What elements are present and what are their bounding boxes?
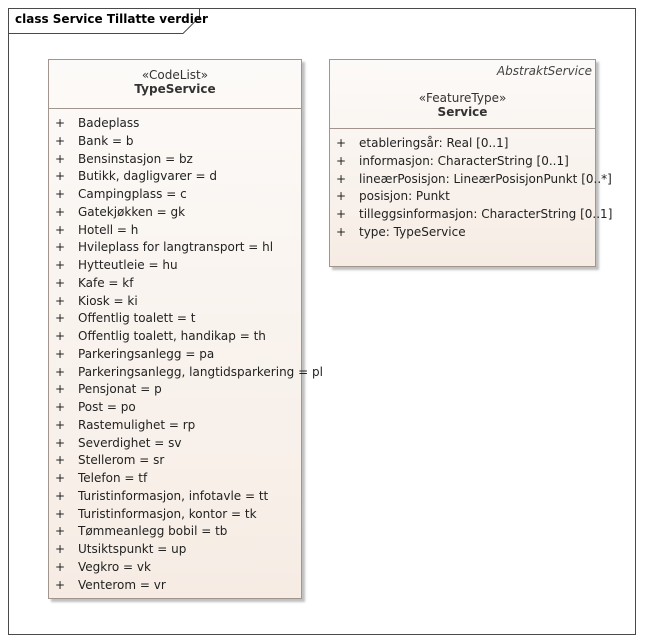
list-item[interactable]	[49, 222, 301, 240]
item-text: Tømmeanlegg bobil = tb	[78, 524, 228, 539]
list-item[interactable]	[49, 452, 301, 470]
visibility-marker: +	[55, 240, 66, 255]
list-item[interactable]	[49, 541, 301, 559]
visibility-marker: +	[55, 311, 66, 326]
class-name: TypeService	[134, 82, 216, 96]
visibility-marker: +	[336, 224, 347, 239]
visibility-marker: +	[336, 207, 347, 221]
item-text: Rastemulighet = rp	[78, 417, 196, 432]
item-text: Bensinstasjon = bz	[78, 151, 193, 166]
item-text: Hytteutleie = hu	[78, 258, 178, 272]
visibility-marker: +	[55, 116, 66, 130]
visibility-marker: +	[55, 187, 66, 201]
visibility-marker: +	[55, 488, 66, 503]
item-text: Hvileplass for langtransport = hl	[78, 240, 274, 255]
item-text: Post = po	[78, 400, 136, 414]
item-text: Badeplass	[78, 116, 140, 130]
list-item[interactable]	[330, 224, 595, 242]
visibility-marker: +	[55, 453, 66, 468]
list-item[interactable]	[49, 506, 301, 524]
visibility-marker: +	[55, 524, 66, 539]
item-text: type: TypeService	[359, 224, 466, 239]
visibility-marker: +	[55, 204, 66, 219]
visibility-marker: +	[55, 577, 66, 592]
attributes-list	[330, 129, 613, 242]
list-item[interactable]	[49, 488, 301, 506]
item-text: Gatekjøkken = gk	[78, 204, 186, 219]
list-item[interactable]	[49, 133, 301, 151]
list-item[interactable]	[330, 171, 612, 189]
item-text: Kiosk = ki	[78, 293, 138, 308]
visibility-marker: +	[55, 435, 66, 450]
item-text: tilleggsinformasjon: CharacterString [0..1]	[359, 207, 613, 221]
item-text: Parkeringsanlegg, langtidsparkering = pl	[78, 364, 323, 379]
list-item[interactable]	[49, 293, 301, 311]
list-item[interactable]	[49, 115, 301, 133]
visibility-marker: +	[336, 153, 347, 168]
item-text: Utsiktspunkt = up	[78, 542, 187, 556]
item-text: Campingplass = c	[78, 187, 187, 201]
list-item[interactable]	[49, 577, 301, 595]
item-text: Vegkro = vk	[78, 559, 151, 574]
list-item[interactable]	[49, 204, 301, 222]
item-text: Butikk, dagligvarer = d	[78, 169, 218, 184]
visibility-marker: +	[55, 258, 66, 272]
class-stereotype: «FeatureType»	[418, 91, 507, 105]
item-text: Offentlig toalett = t	[78, 311, 196, 326]
item-text: posisjon: Punkt	[359, 189, 450, 204]
visibility-marker: +	[55, 133, 66, 148]
item-text: Severdighet = sv	[78, 435, 182, 450]
item-text: Bank = b	[78, 133, 134, 148]
list-item[interactable]	[49, 328, 301, 346]
visibility-marker: +	[55, 329, 66, 343]
item-text: Telefon = tf	[78, 471, 148, 485]
visibility-marker: +	[55, 542, 66, 556]
list-item[interactable]	[49, 186, 301, 204]
frame-title-tab	[9, 9, 208, 34]
list-item[interactable]	[49, 275, 301, 293]
list-item[interactable]	[330, 188, 595, 206]
class-name: Service	[437, 105, 488, 119]
list-item[interactable]	[49, 257, 301, 275]
item-text: Parkeringsanlegg = pa	[78, 346, 215, 361]
item-text: Turistinformasjon, kontor = tk	[78, 506, 257, 521]
list-item[interactable]	[49, 559, 301, 577]
code-values-list	[49, 109, 323, 594]
visibility-marker: +	[55, 222, 66, 237]
class-header	[330, 60, 595, 129]
visibility-marker: +	[55, 293, 66, 308]
list-item[interactable]	[49, 346, 301, 364]
list-item[interactable]	[330, 135, 595, 153]
list-item[interactable]	[49, 381, 301, 399]
class-typeservice[interactable]	[48, 59, 323, 599]
item-text: Kafe = kf	[78, 275, 134, 290]
diagram-title: class Service Tillatte verdier	[15, 12, 208, 26]
visibility-marker: +	[55, 417, 66, 432]
list-item[interactable]	[49, 239, 301, 257]
list-item[interactable]	[330, 153, 595, 171]
visibility-marker: +	[55, 275, 66, 290]
item-text: informasjon: CharacterString [0..1]	[359, 153, 569, 168]
visibility-marker: +	[55, 400, 66, 414]
class-service[interactable]	[329, 59, 613, 267]
visibility-marker: +	[55, 169, 66, 184]
visibility-marker: +	[55, 559, 66, 574]
abstract-parent-label: AbstraktService	[496, 64, 592, 78]
list-item[interactable]	[49, 399, 301, 417]
list-item[interactable]	[330, 206, 613, 224]
visibility-marker: +	[336, 189, 347, 204]
class-stereotype: «CodeList»	[141, 68, 209, 82]
item-text: Turistinformasjon, infotavle = tt	[78, 488, 269, 503]
visibility-marker: +	[55, 471, 66, 485]
class-header	[49, 60, 301, 109]
item-text: Offentlig toalett, handikap = th	[78, 329, 266, 343]
list-item[interactable]	[49, 435, 301, 453]
visibility-marker: +	[55, 151, 66, 166]
visibility-marker: +	[336, 136, 347, 150]
list-item[interactable]	[49, 417, 301, 435]
item-text: etableringsår: Real [0..1]	[359, 136, 509, 150]
list-item[interactable]	[49, 364, 323, 382]
list-item[interactable]	[49, 151, 301, 169]
item-text: Stellerom = sr	[78, 453, 165, 468]
item-text: Hotell = h	[78, 222, 139, 237]
list-item[interactable]	[49, 310, 301, 328]
visibility-marker: +	[55, 346, 66, 361]
list-item[interactable]	[49, 470, 301, 488]
list-item[interactable]	[49, 168, 301, 186]
item-text: Venterom = vr	[78, 577, 166, 592]
item-text: lineærPosisjon: LineærPosisjonPunkt [0..*]	[359, 171, 612, 186]
item-text: Pensjonat = p	[78, 382, 162, 397]
list-item[interactable]	[49, 523, 301, 541]
visibility-marker: +	[336, 171, 347, 186]
visibility-marker: +	[55, 506, 66, 521]
visibility-marker: +	[55, 382, 66, 397]
visibility-marker: +	[55, 364, 66, 379]
